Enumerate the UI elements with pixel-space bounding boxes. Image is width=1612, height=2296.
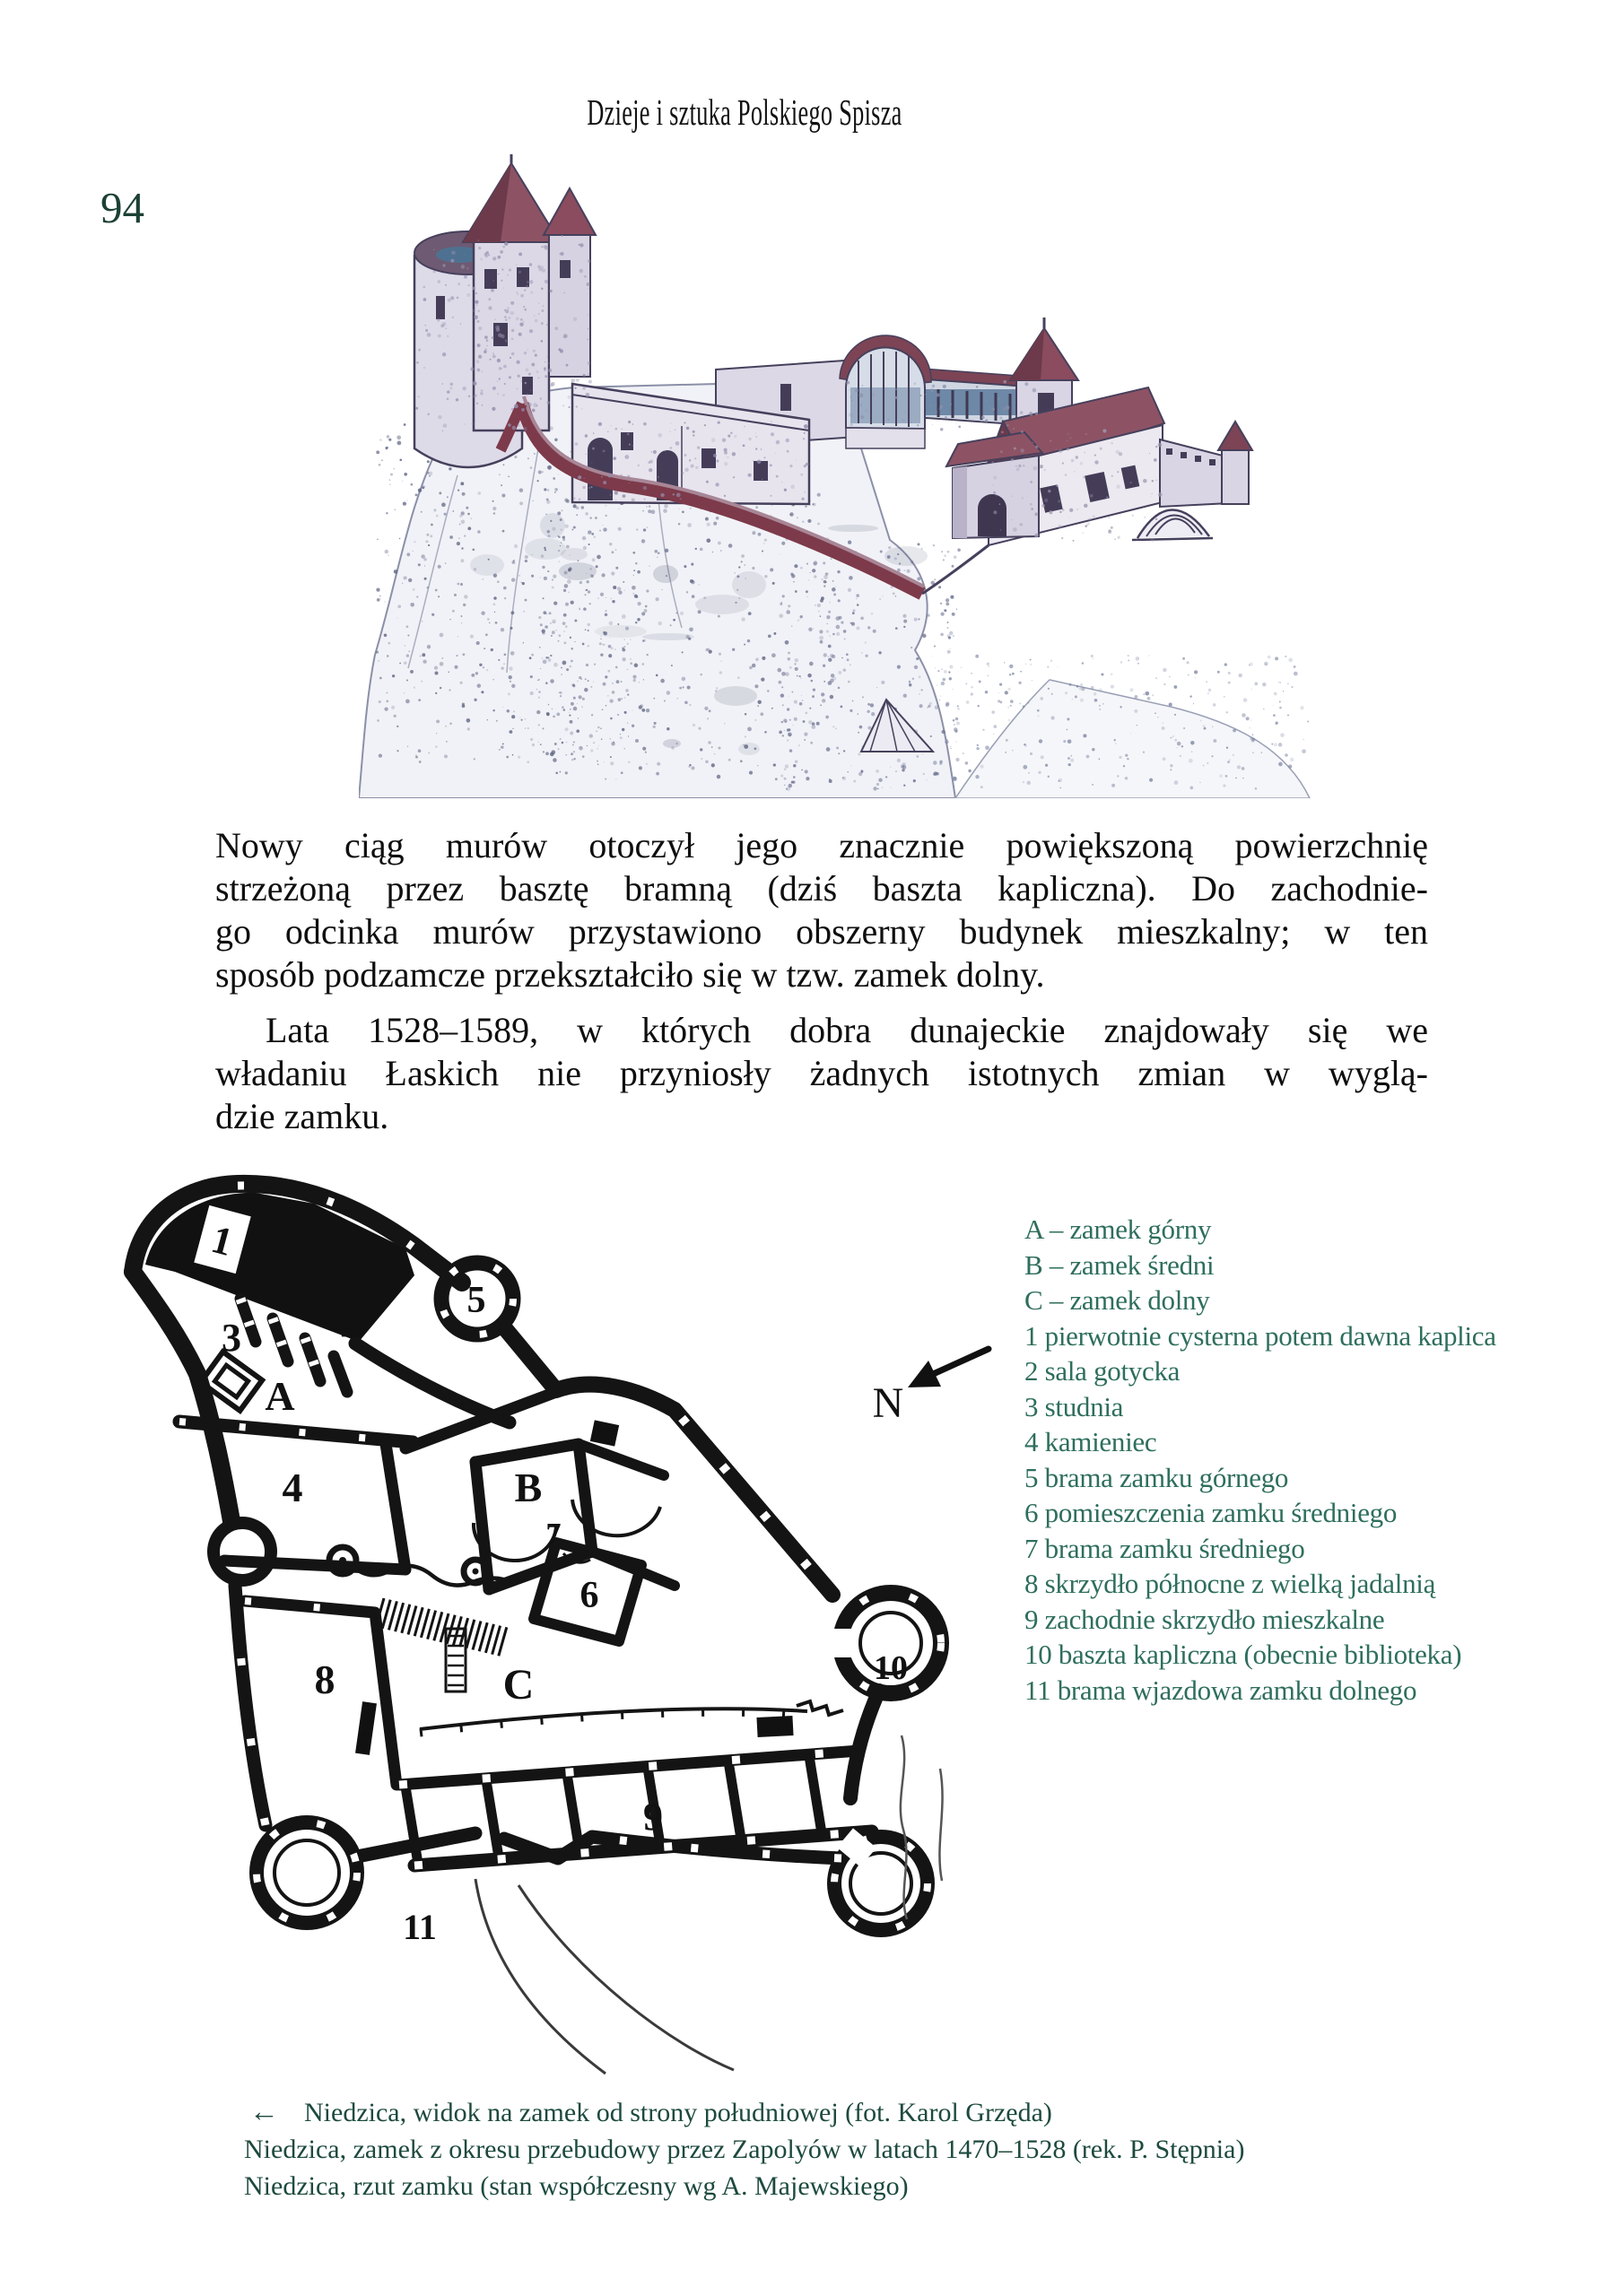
castle-floor-plan bbox=[90, 1166, 1005, 2081]
plan-label: 1 bbox=[206, 1216, 238, 1265]
north-indicator bbox=[873, 1349, 989, 1427]
plan-label: 3 bbox=[222, 1316, 241, 1360]
running-header-text: Dzieje i sztuka Polskiego Spisza bbox=[587, 91, 902, 133]
plan-legend bbox=[1024, 1212, 1496, 1708]
body-text bbox=[215, 824, 1428, 1138]
body-line: sposób podzamcze przekształciło się w tzw. zamek dolny. bbox=[215, 954, 1045, 995]
legend-item: 6 pomieszczenia zamku średniego bbox=[1024, 1497, 1398, 1528]
caption-text: Niedzica, widok na zamek od strony południowej (fot. Karol Grzęda) bbox=[304, 2098, 1052, 2127]
body-line: strzeżoną przez basztę bramną (dziś baszta kapliczna). Do zachodnie- bbox=[215, 868, 1428, 909]
legend-item: C – zamek dolny bbox=[1024, 1284, 1210, 1316]
legend-item: 8 skrzydło północne z wielką jadalnią bbox=[1024, 1568, 1436, 1599]
plan-label: 7 bbox=[545, 1518, 562, 1551]
plan-label: 4 bbox=[282, 1465, 303, 1510]
plan-label: B bbox=[514, 1465, 543, 1510]
caption-line: Niedzica, rzut zamku (stan współczesny wg A. Majewskiego) bbox=[244, 2171, 909, 2201]
castle-illustration bbox=[359, 152, 1346, 798]
running-header bbox=[587, 91, 1237, 134]
body-line: Lata 1528–1589, w których dobra dunajeckie znajdowały się we bbox=[266, 1010, 1428, 1050]
plan-label: 5 bbox=[466, 1280, 486, 1321]
plan-label: 2 bbox=[340, 1301, 360, 1345]
plan-label: 11 bbox=[403, 1907, 437, 1947]
body-line: Nowy ciąg murów otoczył jego znacznie powiększoną powierzchnię bbox=[215, 825, 1428, 865]
figure-captions bbox=[244, 2094, 1244, 2205]
legend-item: 4 kamieniec bbox=[1024, 1426, 1157, 1457]
north-arrow-shaft bbox=[931, 1349, 989, 1375]
legend-item: 5 brama zamku górnego bbox=[1024, 1461, 1289, 1493]
plan-label: 10 bbox=[874, 1649, 908, 1687]
legend-item: 1 pierwotnie cysterna potem dawna kaplica bbox=[1024, 1319, 1496, 1352]
page-number: 94 bbox=[100, 183, 144, 232]
legend-item: B – zamek średni bbox=[1024, 1248, 1215, 1281]
legend-item: 11 brama wjazdowa zamku dolnego bbox=[1024, 1674, 1417, 1706]
plan-label: A bbox=[265, 1373, 295, 1419]
caption-line: Niedzica, zamek z okresu przebudowy przez Zapolyów w latach 1470–1528 (rek. P. Stępnia) bbox=[244, 2135, 1245, 2164]
legend-item: 10 baszta kapliczna (obecnie biblioteka) bbox=[1024, 1639, 1462, 1670]
legend-item: 3 studnia bbox=[1024, 1390, 1124, 1422]
plan-label: 6 bbox=[579, 1575, 599, 1616]
plan-label: C bbox=[502, 1661, 535, 1709]
plan-label: 9 bbox=[643, 1795, 663, 1839]
body-line: dzie zamku. bbox=[215, 1096, 389, 1136]
left-arrow-icon: ← bbox=[249, 2096, 279, 2128]
plan-details bbox=[201, 1352, 943, 2074]
legend-item: A – zamek górny bbox=[1024, 1213, 1212, 1245]
legend-item: 9 zachodnie skrzydło mieszkalne bbox=[1024, 1603, 1385, 1635]
legend-item: 2 sala gotycka bbox=[1024, 1355, 1181, 1387]
body-line: go odcinka murów przystawiono obszerny budynek mieszkalny; w ten bbox=[215, 911, 1428, 952]
caption-line bbox=[244, 2094, 1244, 2131]
north-label: N bbox=[872, 1379, 904, 1427]
legend-item: 7 brama zamku średniego bbox=[1024, 1532, 1305, 1564]
body-line: władaniu Łaskich nie przyniosły żadnych istotnych zmian w wyglą- bbox=[215, 1053, 1428, 1093]
plan-label: 8 bbox=[314, 1657, 335, 1702]
